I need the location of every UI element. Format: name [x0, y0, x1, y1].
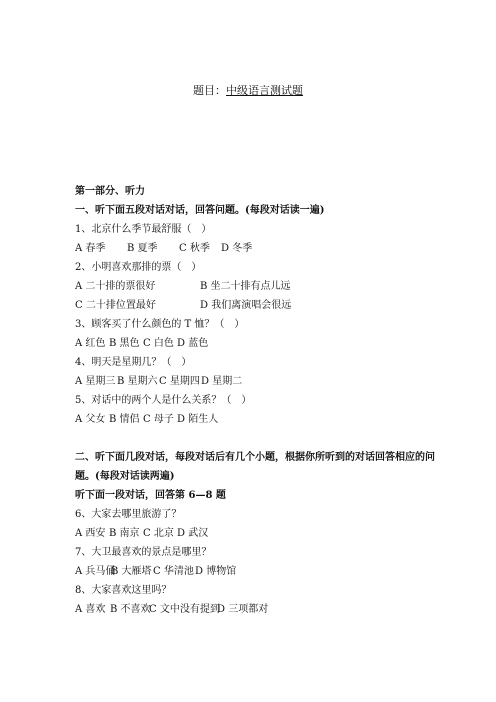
option: D 星期二 — [201, 376, 243, 387]
option: D 武汉 — [177, 528, 209, 539]
option: D 我们离演唱会很远 — [200, 300, 292, 311]
question-8-options — [75, 600, 435, 619]
option: B 不喜欢 — [110, 604, 151, 615]
question-4: 4、明天是星期几？（ ） — [75, 357, 192, 368]
document-title — [0, 84, 496, 98]
option: D 博物馆 — [195, 566, 237, 577]
option: A 红色 — [75, 338, 106, 349]
option: C 秋季 — [179, 243, 210, 254]
question-4-options — [75, 372, 435, 391]
option: A 父女 — [75, 414, 106, 425]
option: B 坐二十排有点儿远 — [200, 281, 291, 292]
question-3: 3、顾客买了什么颜色的 T 恤？（ ） — [75, 319, 245, 330]
question-5-options — [75, 410, 435, 429]
option: C 华清池 — [153, 566, 194, 577]
option: B 黑色 — [109, 338, 140, 349]
option: C 母子 — [143, 414, 174, 425]
question-2-options-row1 — [75, 277, 435, 296]
question-7: 7、大卫最喜欢的景点是哪里？ — [75, 547, 212, 558]
option: A 星期三 — [75, 376, 116, 387]
title-topic: 中级语言测试题 — [226, 84, 303, 97]
section2-sub-instruction: 听下面一段对话，回答第 6—8 题 — [75, 490, 226, 501]
question-2-options-row2 — [75, 296, 435, 315]
option: C 二十排位置最好 — [75, 300, 156, 311]
option: A 二十排的票很好 — [75, 281, 156, 292]
option: B 南京 — [109, 528, 140, 539]
option: A 春季 — [75, 243, 106, 254]
question-5: 5、对话中的两个人是什么关系？（ ） — [75, 395, 252, 406]
option: B 情侣 — [109, 414, 140, 425]
part1-heading: 第一部分、听力 — [75, 186, 145, 197]
option: B 夏季 — [127, 243, 158, 254]
option: D 蓝色 — [177, 338, 209, 349]
question-8: 8、大家喜欢这里吗？ — [75, 585, 172, 596]
option: D 三项都对 — [217, 604, 269, 615]
option: B 大雁塔 — [111, 566, 152, 577]
option: C 北京 — [143, 528, 174, 539]
option: C 白色 — [143, 338, 174, 349]
option: B 星期六 — [117, 376, 158, 387]
option: A 喜欢 — [75, 604, 106, 615]
section1-instruction: 一、听下面五段对话对话，回答问题。(每段对话读一遍) — [75, 205, 325, 216]
question-1-options — [75, 239, 435, 258]
option: A 兵马俑 — [75, 566, 116, 577]
question-2: 2、小明喜欢那排的票（ ） — [75, 262, 202, 273]
option: C 星期四 — [159, 376, 200, 387]
question-6: 6、大家去哪里旅游了？ — [75, 509, 182, 520]
option: C 文中没有提到 — [149, 604, 220, 615]
question-3-options — [75, 334, 435, 353]
section-spacer — [75, 429, 435, 448]
question-1: 1、北京什么季节最舒服（ ） — [75, 224, 212, 235]
document-body — [75, 182, 435, 619]
option: D 冬季 — [221, 243, 253, 254]
option: D 陌生人 — [177, 414, 219, 425]
question-6-options — [75, 524, 435, 543]
option: A 西安 — [75, 528, 106, 539]
section2-instruction: 二、听下面几段对话，每段对话后有几个小题，根据你所听到的对话回答相应的问题。(每段对话读两遍) — [75, 452, 435, 482]
question-7-options — [75, 562, 435, 581]
title-prefix: 题目： — [193, 84, 226, 97]
